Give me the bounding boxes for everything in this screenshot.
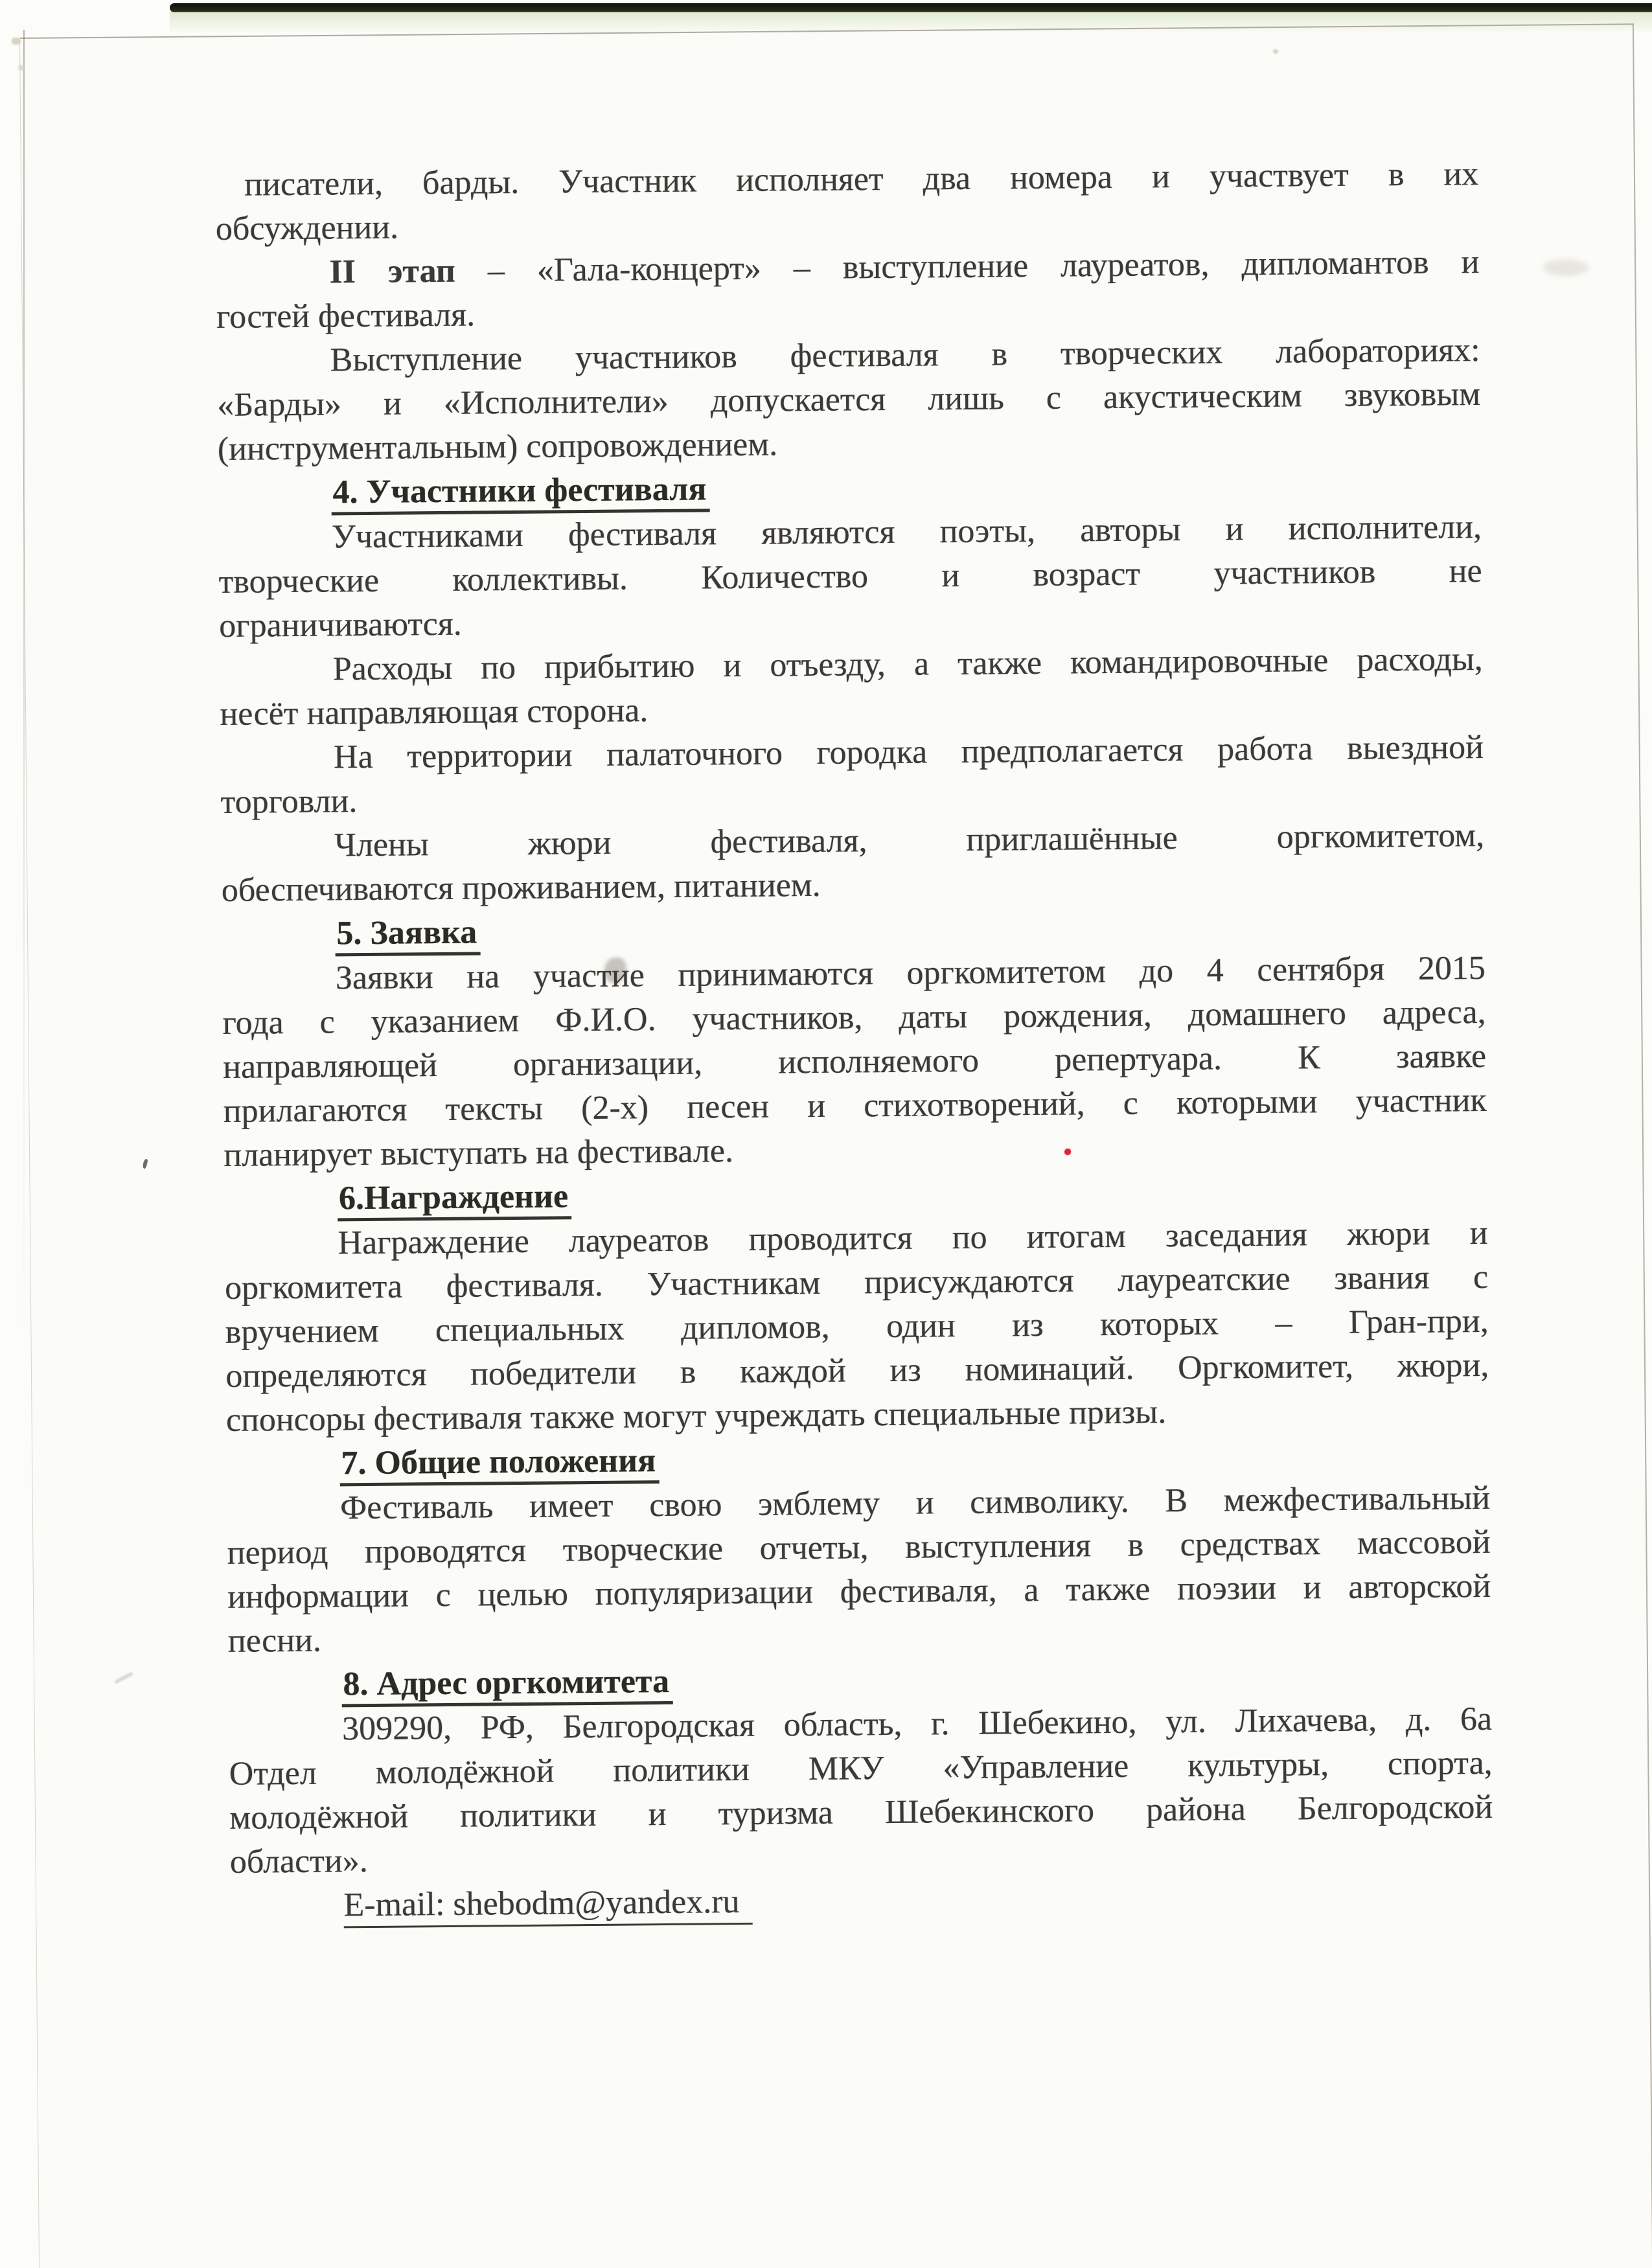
paper-speck	[12, 38, 21, 45]
text-segment: спонсоры фестиваля также могут учреждать специальные призы.	[225, 1393, 1167, 1439]
text-segment: На территории палаточного городка предполагается работа выездной	[333, 728, 1484, 776]
text-segment: обсуждении.	[215, 209, 399, 247]
text-segment: оргкомитета фестиваля. Участникам присуждаются лауреатские звания с	[224, 1258, 1489, 1307]
scanner-edge-glow	[170, 12, 1652, 34]
text-segment: года с указанием Ф.И.О. участников, даты рождения, домашнего адреса,	[222, 993, 1486, 1042]
text-segment: Участниками фестиваля являются поэты, авторы и исполнители,	[331, 508, 1482, 556]
text-segment: несёт направляющая сторона.	[220, 692, 648, 733]
bold-run: II этап	[329, 252, 456, 291]
text-segment: Выступление участников фестиваля в творческих лабораториях:	[330, 331, 1480, 379]
section-heading-text: 7. Общие положения	[339, 1441, 659, 1486]
text-segment: вручением специальных дипломов, один из которых – Гран-при,	[225, 1302, 1489, 1351]
text-segment: определяются победители в каждой из номинаций. Оргкомитет, жюри,	[225, 1346, 1489, 1395]
paper-smudge	[1543, 259, 1589, 276]
paper-crease-line	[23, 30, 25, 1358]
document-text	[215, 152, 1494, 1929]
text-segment: Расходы по прибытию и отъезду, а также командировочные расходы,	[332, 640, 1484, 688]
text-segment: Члены жюри фестиваля, приглашённые оргкомитетом,	[334, 816, 1485, 864]
text-segment: информации с целью популяризации фестиваля, а также поэзии и авторской	[227, 1567, 1491, 1616]
text-segment: гостей фестиваля.	[216, 296, 476, 336]
scanner-edge-bar	[170, 3, 1652, 12]
text-segment: планирует выступать на фестивале.	[224, 1132, 734, 1174]
text-segment: области».	[229, 1842, 368, 1881]
text-segment: торговли.	[220, 783, 358, 821]
text-segment: песни.	[227, 1621, 322, 1660]
section-heading-text: 6.Награждение	[338, 1177, 572, 1221]
text-segment: ограничиваются.	[218, 605, 462, 645]
text-segment: писатели, барды. Участник исполняет два номера и участвует в их	[244, 155, 1479, 203]
text-segment: период проводятся творческие отчеты, выступления в средствах массовой	[227, 1523, 1491, 1572]
text-segment: творческие коллективы. Количество и возраст участников не	[218, 552, 1482, 601]
text-segment: обеспечиваются проживанием, питанием.	[221, 866, 821, 909]
text-segment: Фестиваль имеет свою эмблему и символику. В межфестивальный	[339, 1479, 1491, 1527]
text-segment: Награждение лауреатов проводится по итогам заседания жюри и	[338, 1214, 1488, 1262]
text-segment: направляющей организации, исполняемого репертуара. К заявке	[222, 1037, 1487, 1086]
paper-speck	[1273, 49, 1278, 54]
section-heading-text: 8. Адрес оргкомитета	[341, 1662, 672, 1707]
text-segment: Заявки на участие принимаются оргкомитетом до 4 сентября 2015	[335, 949, 1486, 997]
email-address: E-mail: shebodm@yandex.ru	[343, 1883, 753, 1929]
section-heading-text: 5. Заявка	[335, 913, 480, 956]
text-segment: (инструментальным) сопровождением.	[217, 426, 778, 468]
paper-speck	[18, 65, 24, 71]
text-segment: 309290, РФ, Белгородская область, г. Шебекино, ул. Лихачева, д. 6а	[341, 1700, 1493, 1748]
text-segment: Отдел молодёжной политики МКУ «Управление культуры, спорта,	[229, 1744, 1493, 1793]
text-segment: молодёжной политики и туризма Шебекинского района Белгородской	[229, 1788, 1493, 1837]
text-segment: – «Гала-концерт» – выступление лауреатов, дипломантов и	[455, 243, 1480, 290]
text-segment: «Барды» и «Исполнители» допускается лишь с акустическим звуковым	[217, 375, 1481, 424]
text-segment: прилагаются тексты (2-х) песен и стихотворений, с которыми участник	[223, 1081, 1487, 1130]
section-heading-text: 4. Участники фестиваля	[331, 470, 710, 515]
